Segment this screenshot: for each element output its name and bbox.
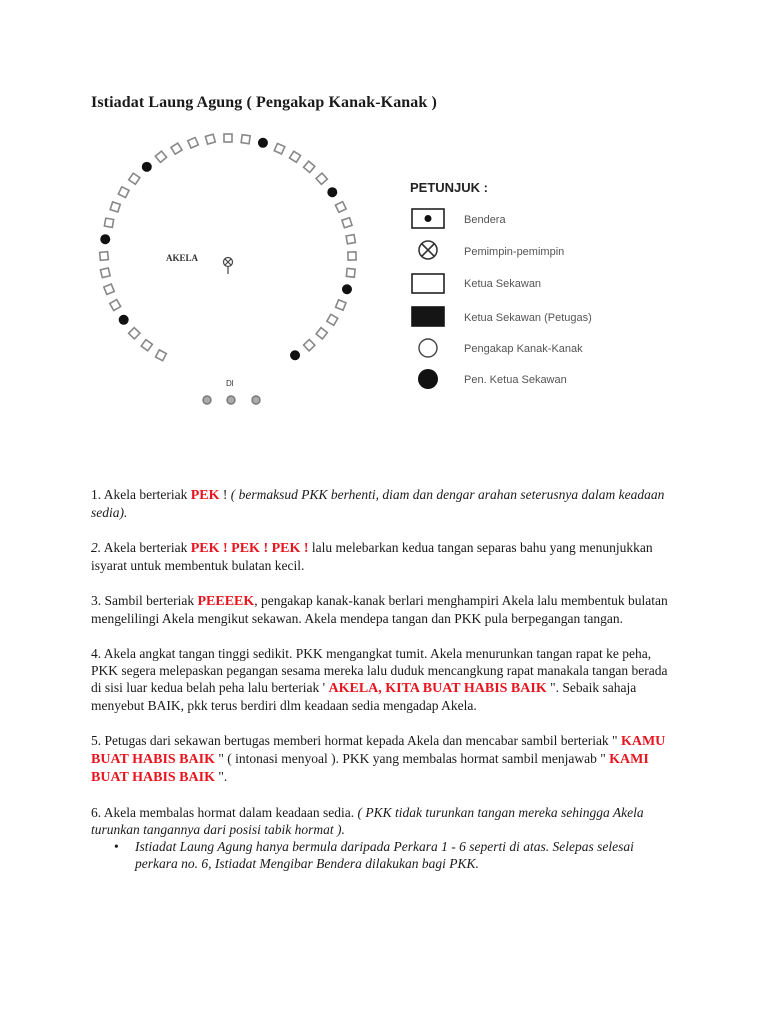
step-3-command: PEEEEK xyxy=(197,594,255,609)
formation-diagram xyxy=(88,124,668,414)
step-1-note: ( bermaksud PKK berhenti, diam dan dengar arahan seterusnya dalam keadaan sedia). xyxy=(91,487,665,520)
empty-rectangle-icon xyxy=(412,274,444,293)
scout-marker xyxy=(304,161,315,172)
note-text: Istiadat Laung Agung hanya bermula daripada Perkara 1 - 6 seperti di atas. Selepas selesai perkara no. 6, Istiadat Mengibar Bendera dilakukan bagi PKK. xyxy=(135,839,634,871)
scout-marker xyxy=(224,134,232,142)
legend-label-ketua: Ketua Sekawan xyxy=(464,278,542,290)
list-item xyxy=(114,838,676,872)
step-3-text: 3. Sambil berteriak xyxy=(91,593,198,608)
step-6-text: 6. Akela membalas hormat dalam keadaan sedia. xyxy=(91,805,355,820)
scout-marker xyxy=(304,340,315,351)
scout-marker xyxy=(100,252,109,261)
ketua-marker xyxy=(328,188,336,196)
ketua-marker xyxy=(119,316,127,324)
akela-label: AKELA xyxy=(166,253,199,263)
scout-marker xyxy=(110,202,120,212)
scout-marker xyxy=(188,137,199,148)
step-1-punct: ! xyxy=(219,487,231,502)
flag-box-icon xyxy=(412,209,444,228)
legend-label-pen-ketua: Pen. Ketua Sekawan xyxy=(464,374,567,386)
ketua-marker xyxy=(101,235,109,243)
step-4-rest: ". Sebaik sahaja menyebut BAIK, pkk terus berdiri dlm keadaan sedia mengadap Akela. xyxy=(91,680,637,713)
step-5-rest: ". xyxy=(214,769,228,784)
dl-leaders-icon xyxy=(203,396,260,404)
scout-marker xyxy=(346,268,355,277)
step-3 xyxy=(91,592,676,627)
step-2-text: Akela berteriak xyxy=(101,540,191,555)
scout-marker xyxy=(327,314,338,325)
scout-marker xyxy=(241,135,250,144)
scout-marker xyxy=(342,218,352,228)
ketua-marker xyxy=(343,285,351,293)
scout-marker xyxy=(274,143,285,154)
scout-marker xyxy=(141,340,152,351)
step-5-middle: " ( intonasi menyoal ). PKK yang membalas hormat sambil menjawab " xyxy=(214,751,610,766)
leader-crossed-circle-icon xyxy=(419,241,437,259)
scout-marker xyxy=(129,328,140,339)
step-2-rest: lalu melebarkan kedua tangan separas bahu yang menunjukkan isyarat untuk membentuk bulatan kecil. xyxy=(91,540,653,573)
step-1 xyxy=(91,486,676,521)
bullet-icon: • xyxy=(114,839,119,854)
scout-marker xyxy=(156,350,167,361)
ketua-marker xyxy=(143,163,151,171)
open-circle-icon xyxy=(419,339,437,357)
step-4-text: 4. Akela angkat tangan tinggi sedikit. PKK mengangkat tumit. Akela menurunkan tangan rapat ke peha, PKK segera melepaskan pegangan sesama mereka lalu duduk mencangkung rapat manakala tangan berada di sisi luar kedua belah peha lalu berteriak ' xyxy=(91,646,668,695)
scout-marker xyxy=(348,252,356,260)
step-1-text: 1. Akela berteriak xyxy=(91,487,191,502)
legend-label-pemimpin: Pemimpin-pemimpin xyxy=(464,246,565,258)
scout-marker xyxy=(110,300,121,311)
scout-marker xyxy=(205,134,215,144)
scout-marker xyxy=(336,300,346,310)
legend xyxy=(412,209,592,389)
scout-marker xyxy=(290,151,301,162)
step-1-command: PEK xyxy=(190,488,220,503)
scout-marker xyxy=(171,143,182,154)
scout-marker xyxy=(104,218,113,227)
filled-rectangle-icon xyxy=(412,307,444,326)
legend-label-bendera: Bendera xyxy=(464,214,506,226)
scout-ring xyxy=(100,134,357,361)
scout-marker xyxy=(100,268,110,278)
scout-marker xyxy=(129,173,140,184)
page-title: Istiadat Laung Agung ( Pengakap Kanak-Kanak ) xyxy=(91,94,437,111)
scout-marker xyxy=(335,202,346,213)
step-5-command-1: KAMU BUAT HABIS BAIK xyxy=(91,734,666,767)
akela-leader-icon xyxy=(224,258,233,275)
ketua-marker xyxy=(259,139,267,147)
scout-marker xyxy=(155,151,166,162)
step-2-command: PEK ! PEK ! PEK ! xyxy=(190,541,309,556)
step-4-command: AKELA, KITA BUAT HABIS BAIK xyxy=(328,681,547,696)
scout-marker xyxy=(316,173,327,184)
dl-label: Dl xyxy=(226,379,234,388)
filled-circle-icon xyxy=(418,369,438,389)
scout-marker xyxy=(118,187,129,198)
notes-list xyxy=(91,838,676,872)
step-5-command-2: KAMI BUAT HABIS BAIK xyxy=(91,752,649,785)
step-6 xyxy=(91,804,676,838)
step-5 xyxy=(91,732,676,786)
scout-marker xyxy=(346,235,355,244)
step-6-note: ( PKK tidak turunkan tangan mereka sehingga Akela turunkan tangannya dari posisi tabik hormat ). xyxy=(91,805,644,837)
step-2-number: 2. xyxy=(91,540,102,555)
ketua-marker xyxy=(291,351,299,359)
scout-marker xyxy=(104,284,114,294)
scout-marker xyxy=(316,328,327,339)
step-4 xyxy=(91,645,676,714)
legend-title: PETUNJUK : xyxy=(410,180,489,195)
legend-label-ketua-petugas: Ketua Sekawan (Petugas) xyxy=(464,312,592,324)
step-2 xyxy=(91,539,676,574)
instructions xyxy=(91,486,676,872)
legend-label-pengakap: Pengakap Kanak-Kanak xyxy=(464,343,583,355)
formation-diagram-svg xyxy=(88,124,668,414)
step-5-text: 5. Petugas dari sekawan bertugas memberi hormat kepada Akela dan mencabar sambil berteriak " xyxy=(91,733,621,748)
step-3-rest: , pengakap kanak-kanak berlari menghampiri Akela lalu membentuk bulatan mengelilingi Akela mengikut sekawan. Akela mendepa tangan dan PKK pula berpegangan tangan. xyxy=(91,593,668,626)
